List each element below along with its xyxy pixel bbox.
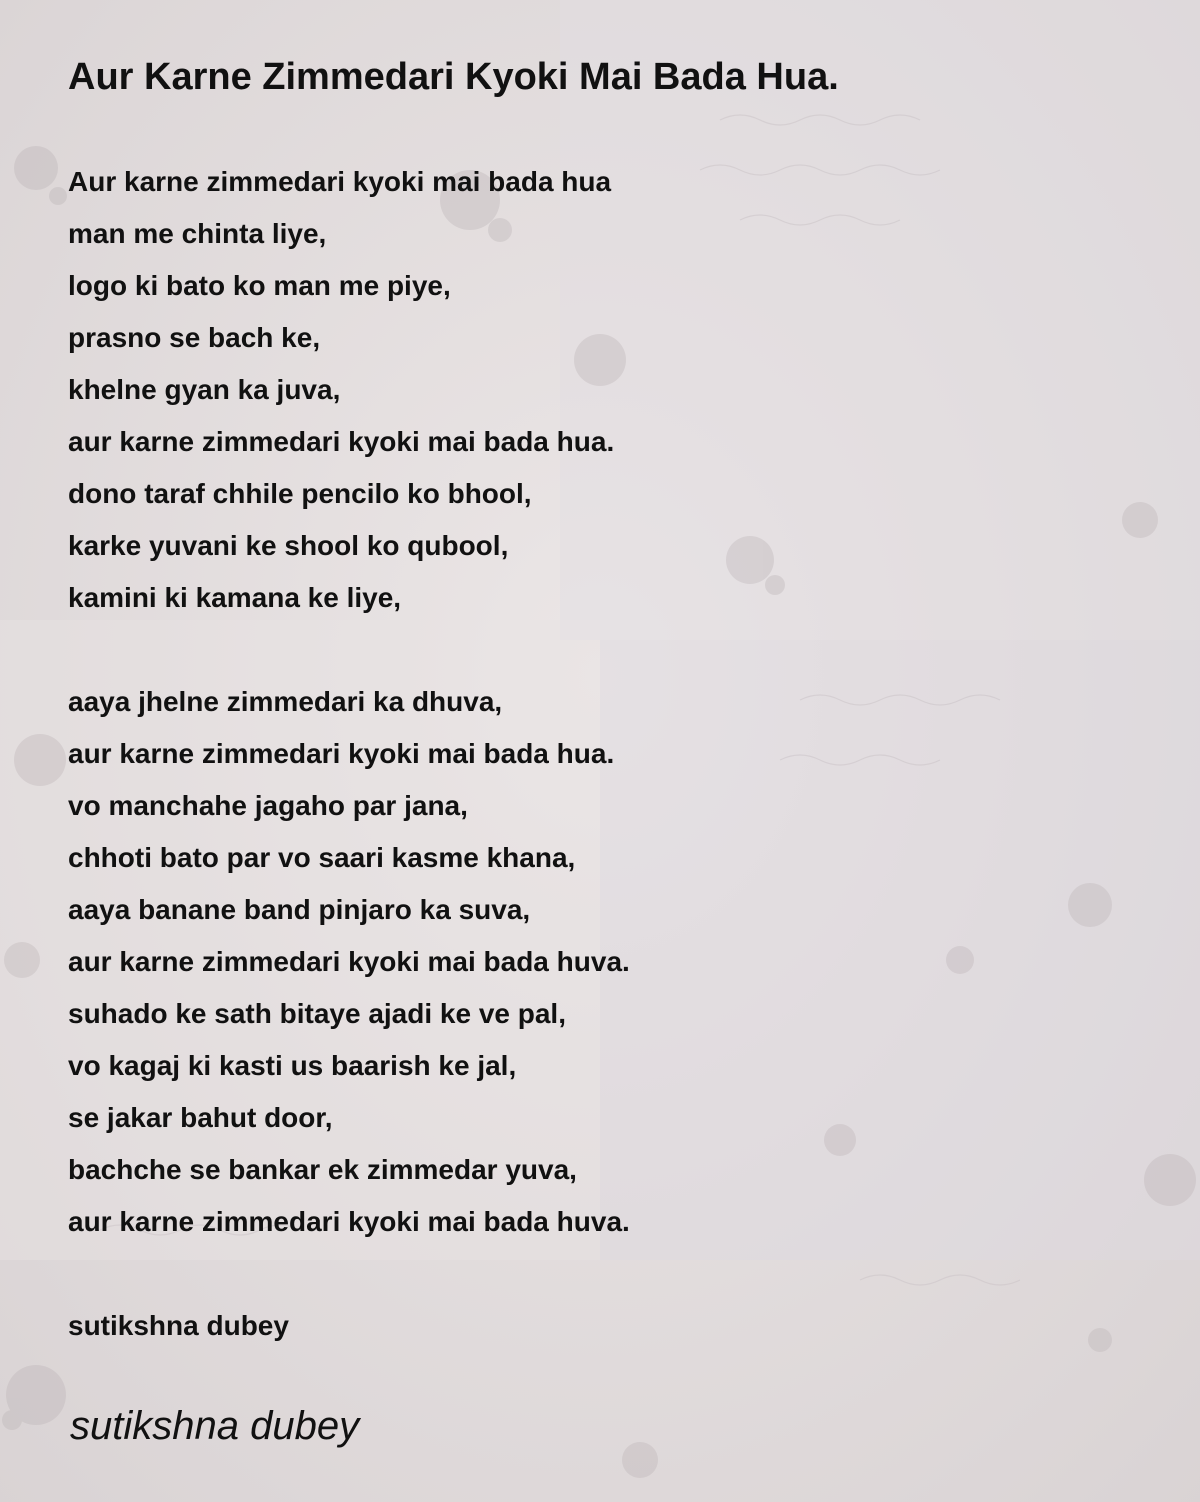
poem-line: aur karne zimmedari kyoki mai bada huva. (68, 946, 630, 977)
poem-line: bachche se bankar ek zimmedar yuva, (68, 1154, 577, 1185)
poem-body (68, 156, 1148, 1248)
poem-line: aur karne zimmedari kyoki mai bada huva. (68, 1206, 630, 1237)
stanza-break (68, 624, 1148, 676)
poem-line: karke yuvani ke shool ko qubool, (68, 530, 509, 561)
poem-line: vo manchahe jagaho par jana, (68, 790, 468, 821)
poem-line: se jakar bahut door, (68, 1102, 333, 1133)
poem-line: suhado ke sath bitaye ajadi ke ve pal, (68, 998, 566, 1029)
poem-line: aaya banane band pinjaro ka suva, (68, 894, 531, 925)
poem-content (68, 54, 1148, 1352)
poem-title: Aur Karne Zimmedari Kyoki Mai Bada Hua. (68, 56, 839, 98)
poem-line: prasno se bach ke, (68, 322, 321, 353)
poem-line: aaya jhelne zimmedari ka dhuva, (68, 686, 503, 717)
poem-line: aur karne zimmedari kyoki mai bada hua. (68, 738, 615, 769)
poem-author: sutikshna dubey (68, 1310, 289, 1341)
poem-line: kamini ki kamana ke liye, (68, 582, 402, 613)
poem-line: aur karne zimmedari kyoki mai bada hua. (68, 426, 615, 457)
poem-line: chhoti bato par vo saari kasme khana, (68, 842, 576, 873)
poem-line: logo ki bato ko man me piye, (68, 270, 451, 301)
poem-line: dono taraf chhile pencilo ko bhool, (68, 478, 532, 509)
poem-line: khelne gyan ka juva, (68, 374, 341, 405)
poem-line: vo kagaj ki kasti us baarish ke jal, (68, 1050, 517, 1081)
poem-line: man me chinta liye, (68, 218, 327, 249)
poem-line: Aur karne zimmedari kyoki mai bada hua (68, 166, 612, 197)
author-signature: sutikshna dubey (70, 1404, 360, 1448)
